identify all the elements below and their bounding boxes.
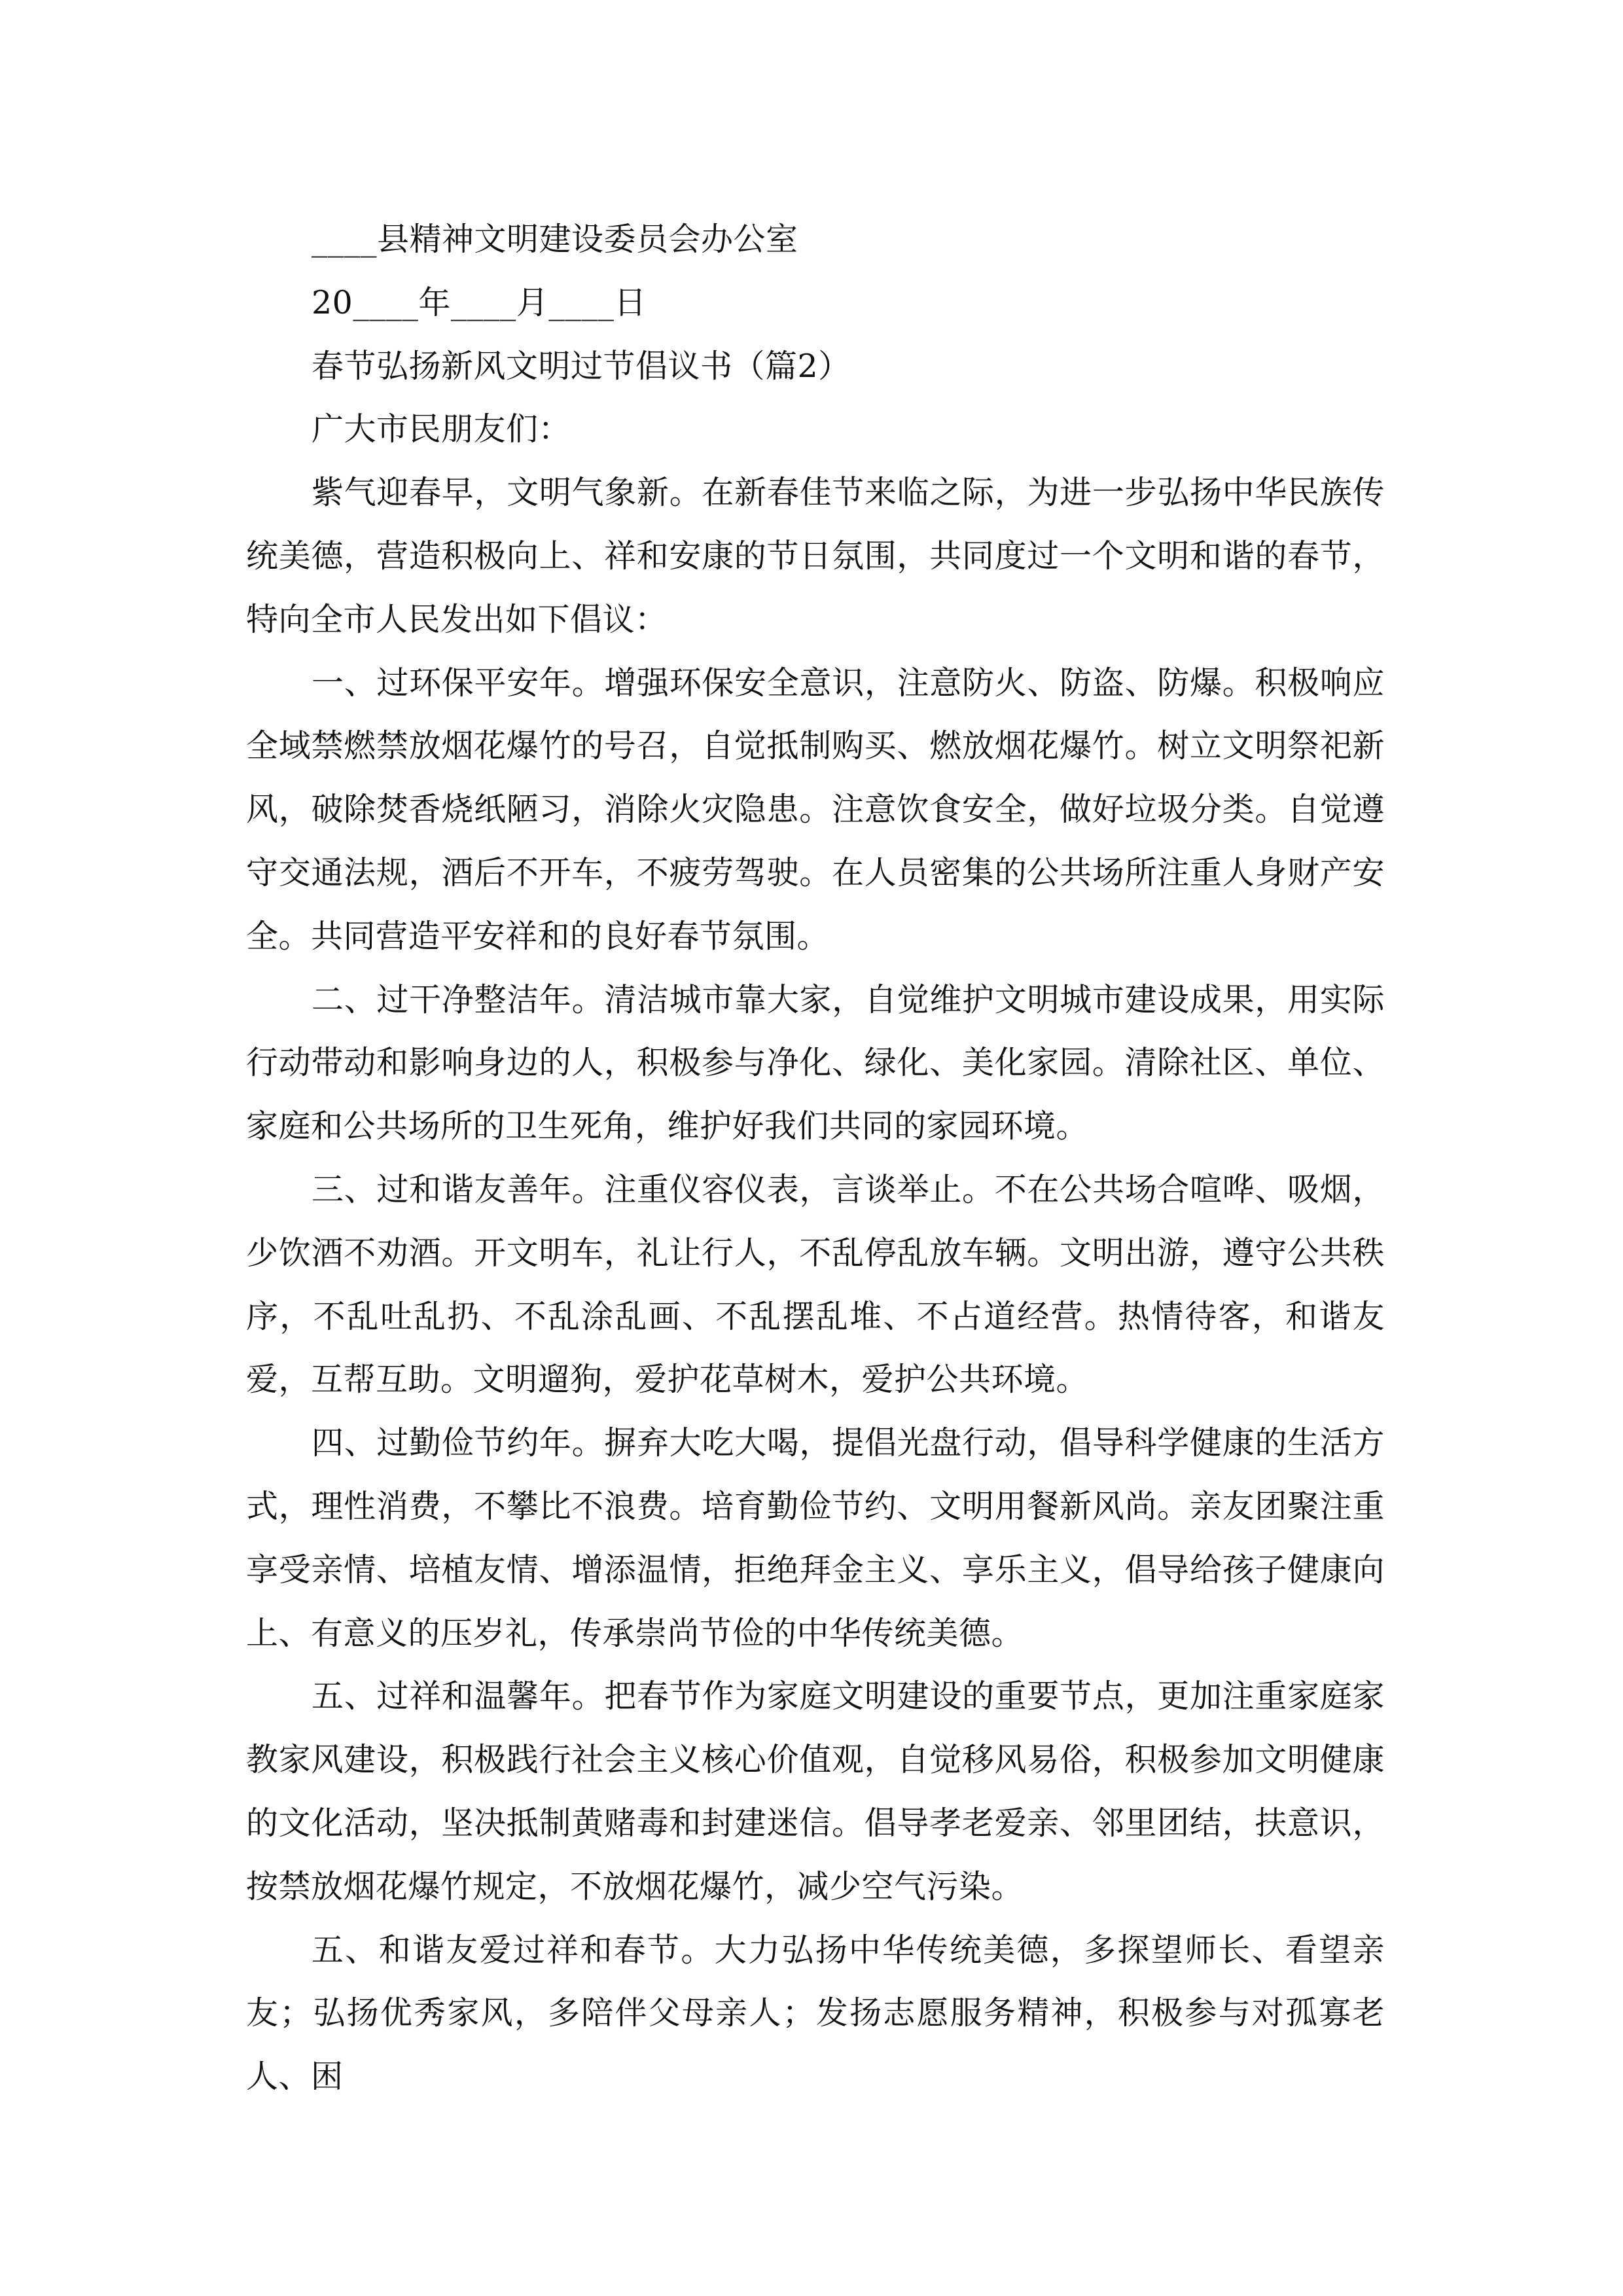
intro-paragraph: 紫气迎春早，文明气象新。在新春佳节来临之际，为进一步弘扬中华民族传统美德，营造积极向上、祥和安康的节日氛围，共同度过一个文明和谐的春节，特向全市人民发出如下倡议： <box>246 474 1385 638</box>
issuer-line: ____县精神文明建设委员会办公室 <box>312 221 798 258</box>
date-line: 20____年____月____日 <box>312 283 647 321</box>
paragraph-item-4: 四、过勤俭节约年。摒弃大吃大喝，提倡光盘行动，倡导科学健康的生活方式，理性消费，不攀比不浪费。培育勤俭节约、文明用餐新风尚。亲友团聚注重享受亲情、培植友情、增添温情，拒绝拜金主义、享乐主义，倡导给孩子健康向上、有意义的压岁礼，传承崇尚节俭的中华传统美德。 <box>246 1424 1385 1652</box>
paragraph-item-6: 五、和谐友爱过祥和春节。大力弘扬中华传统美德，多探望师长、看望亲友；弘扬优秀家风，多陪伴父母亲人；发扬志愿服务精神，积极参与对孤寡老人、困 <box>246 1931 1385 2096</box>
document-body <box>246 208 1385 2109</box>
paragraph-item-3: 三、过和谐友善年。注重仪容仪表，言谈举止。不在公共场合喧哗、吸烟，少饮酒不劝酒。开文明车，礼让行人，不乱停乱放车辆。文明出游，遵守公共秩序，不乱吐乱扔、不乱涂乱画、不乱摆乱堆、不占道经营。热情待客，和谐友爱，互帮互助。文明遛狗，爱护花草树木，爱护公共环境。 <box>246 1170 1385 1399</box>
document-title: 春节弘扬新风文明过节倡议书（篇2） <box>312 347 851 385</box>
paragraph-item-2: 二、过干净整洁年。清洁城市靠大家，自觉维护文明城市建设成果，用实际行动带动和影响身边的人，积极参与净化、绿化、美化家园。清除社区、单位、家庭和公共场所的卫生死角，维护好我们共同的家园环境。 <box>246 980 1385 1145</box>
paragraph-item-5: 五、过祥和温馨年。把春节作为家庭文明建设的重要节点，更加注重家庭家教家风建设，积极践行社会主义核心价值观，自觉移风易俗，积极参加文明健康的文化活动，坚决抵制黄赌毒和封建迷信。倡导孝老爱亲、邻里团结，扶意识，按禁放烟花爆竹规定，不放烟花爆竹，减少空气污染。 <box>246 1677 1385 1905</box>
salutation: 广大市民朋友们： <box>312 410 571 448</box>
paragraph-item-1: 一、过环保平安年。增强环保安全意识，注意防火、防盗、防爆。积极响应全域禁燃禁放烟花爆竹的号召，自觉抵制购买、燃放烟花爆竹。树立文明祭祀新风，破除焚香烧纸陋习，消除火灾隐患。注意饮食安全，做好垃圾分类。自觉遵守交通法规，酒后不开车，不疲劳驾驶。在人员密集的公共场所注重人身财产安全。共同营造平安祥和的良好春节氛围。 <box>246 664 1385 955</box>
